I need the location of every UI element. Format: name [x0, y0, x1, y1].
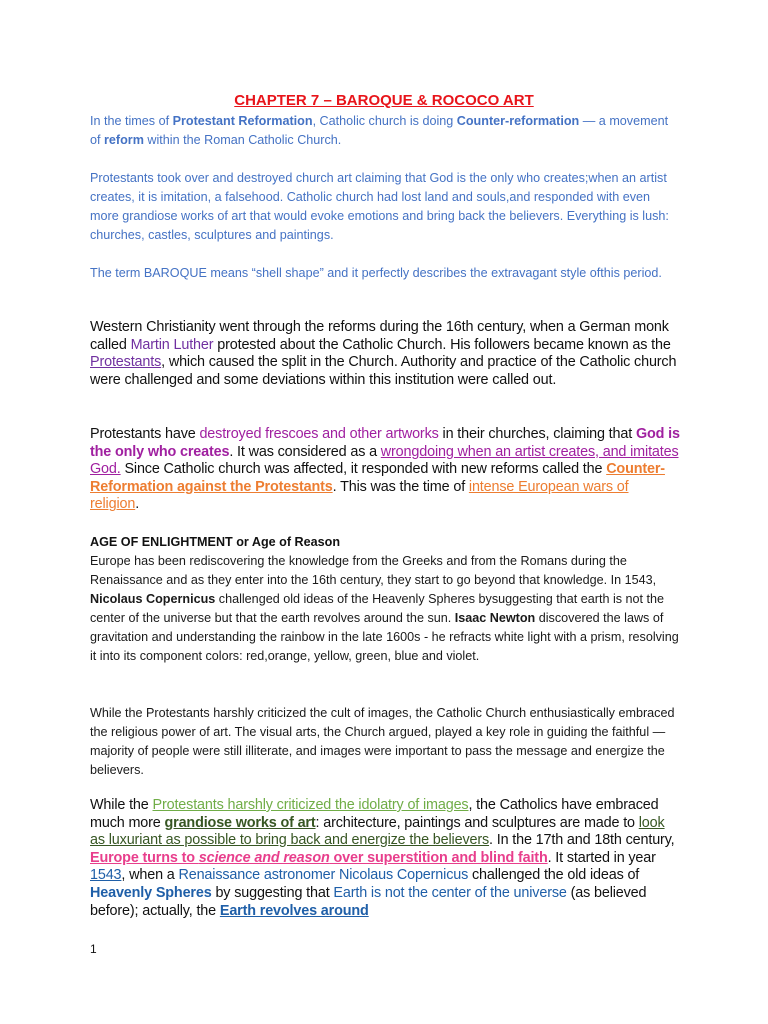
text-run: : architecture, paintings and sculptures are made to — [315, 814, 639, 831]
earth-center-term: Earth is not the center of the universe — [333, 884, 567, 901]
text-run: . It started in year — [547, 849, 656, 866]
text-run: In the times of — [90, 114, 173, 128]
text-run: . It was considered as a — [229, 443, 381, 460]
luxuriant-link[interactable]: look as luxuriant as possible to bring back and energize the believers — [90, 814, 665, 849]
idolatry-link[interactable]: Protestants harshly criticized the idolatry of images — [152, 797, 469, 813]
bold-term: reform — [104, 133, 144, 147]
bold-highlight-term: God is the only who creates — [90, 426, 680, 460]
enlightenment-heading: AGE OF ENLIGHTMENT or Age of Reason — [90, 535, 341, 549]
images-paragraph: While the Protestants harshly criticized the cult of images, the Catholic Church enthusiastically embraced the religious power of art. The visual arts, the Church argued, played a key role in guiding the faithful — majority of people were still illiterate, and images were important to pass the message and energize the believers. — [90, 706, 675, 777]
text-run: — a movement of — [90, 114, 669, 147]
text-run: , the Catholics have embraced much more — [90, 797, 659, 831]
wars-of-religion-link[interactable]: intense European wars of religion — [90, 478, 629, 513]
text-run: challenged old ideas of the Heavenly Spheres bysuggesting that earth is not the center of the universe but that the earth revolves around the sun. — [90, 592, 665, 625]
text-run: protested about the Catholic Church. His followers became known as the — [213, 336, 671, 353]
wrongdoing-link[interactable]: wrongdoing when an artist creates, and imitates God. — [90, 443, 679, 478]
science-reason-link[interactable]: Europe turns to — [90, 849, 199, 866]
science-reason-link[interactable]: over superstition and blind faith — [329, 849, 548, 866]
bold-term: Nicolaus Copernicus — [90, 592, 216, 606]
intro-paragraph-1 — [90, 112, 680, 150]
text-run: . This was the time of — [332, 478, 469, 495]
text-run: (as believed before); actually, the — [90, 884, 647, 919]
counter-reformation-link[interactable]: Counter-Reformation against the Protestants — [90, 461, 665, 495]
text-run: While the — [90, 797, 153, 813]
copernicus-term: Renaissance astronomer Nicolaus Copernicus — [178, 867, 469, 884]
text-run: . — [135, 496, 140, 513]
final-paragraph — [90, 797, 680, 920]
text-run: Since Catholic church was affected, it responded with new reforms called the — [120, 461, 607, 478]
text-run: Western Christianity went through the reforms during the 16th century, when a German monk called — [90, 319, 669, 353]
bold-term: Counter-reformation — [456, 114, 580, 128]
text-run: , when a — [121, 867, 179, 884]
heavenly-spheres-term: Heavenly Spheres — [90, 884, 212, 901]
text-run: , which caused the split in the Church. Authority and practice of the Catholic church were challenged and some deviations within this institution were called out. — [90, 354, 677, 388]
page-number: 1 — [90, 942, 97, 956]
protestants-paragraph — [90, 426, 680, 514]
highlight-term: destroyed frescoes and other artworks — [199, 426, 439, 442]
western-christianity-paragraph — [90, 319, 680, 389]
year-1543-link[interactable]: 1543 — [90, 867, 122, 884]
science-reason-link[interactable]: science and reason — [198, 849, 330, 866]
bold-term: Isaac Newton — [454, 611, 536, 625]
grandiose-works-link[interactable]: grandiose works of art — [164, 814, 316, 831]
text-run: , Catholic church is doing — [312, 114, 457, 128]
text-run: in their churches, claiming that — [438, 426, 636, 442]
intro-paragraph-2: Protestants took over and destroyed church art claiming that God is the only who creates;when an artist creates, it is imitation, a falsehood. Catholic church had lost land and souls,and responded with even more grandiose works of art that would evoke emotions and bring back the believers. Everything is lush: churches, castles, sculptures and paintings. — [90, 171, 669, 242]
text-run: Protestants have — [90, 426, 200, 442]
text-run: discovered the laws of gravitation and understanding the rainbow in the late 1600s - he refracts white light with a prism, resolving it into its component colors: red,orange, yellow, green, blue and violet. — [90, 611, 679, 663]
text-run: within the Roman Catholic Church. — [143, 133, 342, 147]
text-run: Europe has been rediscovering the knowledge from the Greeks and from the Romans during the Renaissance and as they enter into the 16th century, they start to go beyond that knowledge. In 1543, — [90, 554, 657, 587]
chapter-title: CHAPTER 7 – BAROQUE & ROCOCO ART — [234, 92, 534, 109]
text-run: . In the 17th and 18th century, — [489, 832, 675, 849]
text-run: challenged the old ideas of — [468, 867, 640, 884]
earth-revolves-link[interactable]: Earth revolves around — [219, 902, 369, 919]
bold-term: Protestant Reformation — [172, 114, 313, 128]
intro-paragraph-3: The term BAROQUE means “shell shape” and it perfectly describes the extravagant style ofthis period. — [90, 266, 662, 280]
text-run: by suggesting that — [211, 884, 334, 901]
protestants-link[interactable]: Protestants — [90, 354, 162, 371]
martin-luther-term: Martin Luther — [130, 336, 214, 353]
enlightenment-paragraph — [90, 552, 680, 666]
